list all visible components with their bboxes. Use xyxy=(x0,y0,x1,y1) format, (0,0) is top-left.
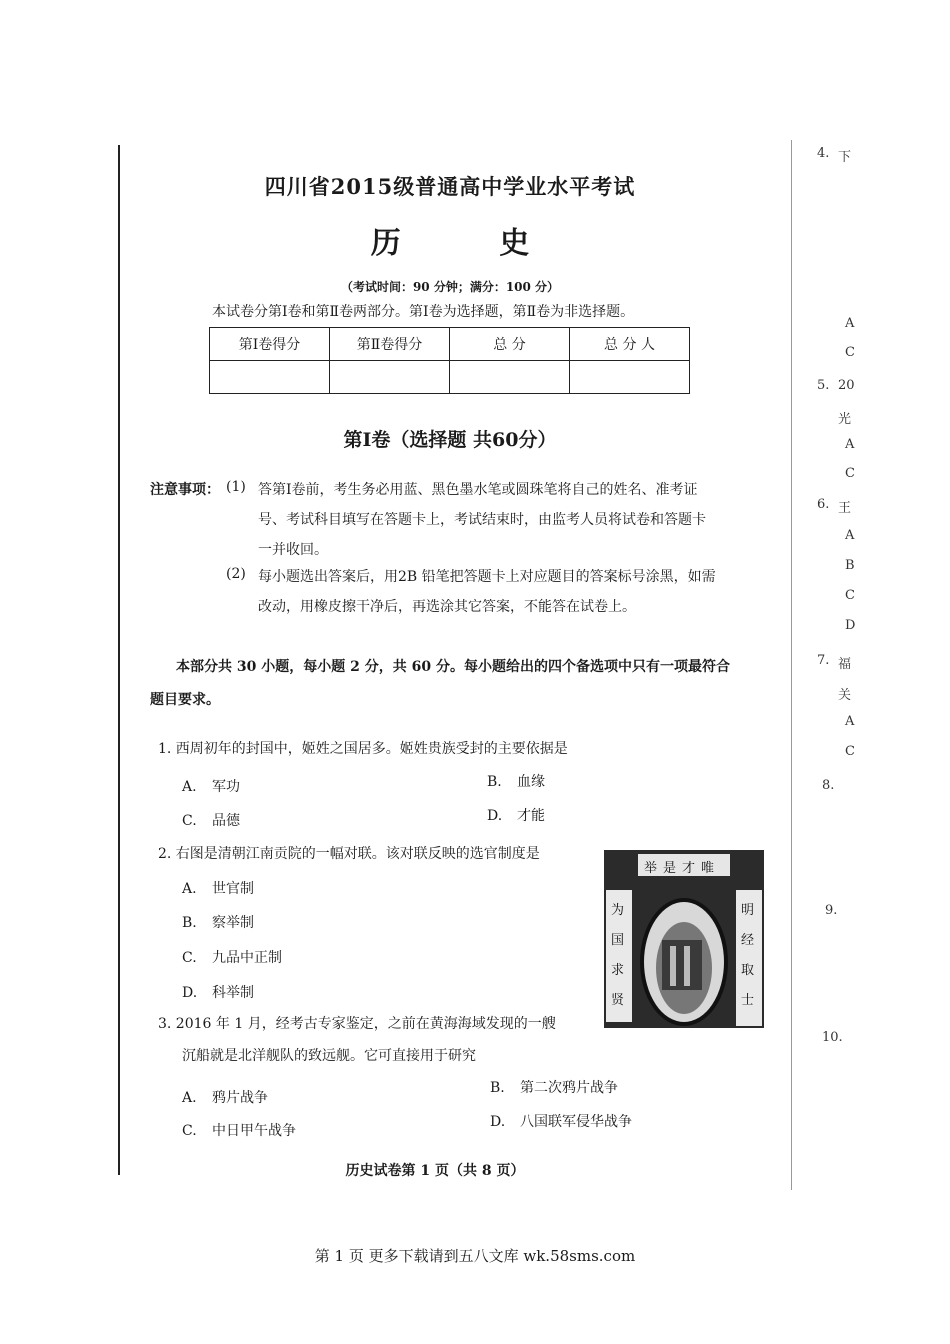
right-q4-number: 4. xyxy=(817,146,830,161)
q1-option-c[interactable]: C. 品德 xyxy=(182,813,240,829)
q3-stem-line2: 沉船就是北洋舰队的致远舰。它可直接用于研究 xyxy=(182,1048,476,1064)
instructions-line2: 题目要求。 xyxy=(150,692,220,708)
q3-stem-line1: 3. 2016 年 1 月，经考古专家鉴定，之前在黄海海域发现的一艘 xyxy=(158,1016,556,1032)
right-fragment: C xyxy=(845,588,855,603)
paper-description: 本试卷分第Ⅰ卷和第Ⅱ卷两部分。第Ⅰ卷为选择题，第Ⅱ卷为非选择题。 xyxy=(212,304,635,320)
right-fragment: C xyxy=(845,345,855,360)
score-cell-grader[interactable] xyxy=(570,361,690,394)
q3-option-c[interactable]: C. 中日甲午战争 xyxy=(182,1123,296,1139)
score-cell-2[interactable] xyxy=(330,361,450,394)
right-fragment: 关 xyxy=(838,688,852,703)
notes-label: 注意事项： xyxy=(150,482,220,498)
note2-line1: 每小题选出答案后，用2B 铅笔把答题卡上对应题目的答案标号涂黑，如需 xyxy=(258,569,716,585)
right-q6-number: 6. xyxy=(817,497,830,512)
score-header-total: 总 分 xyxy=(450,328,570,361)
note2-number: (2) xyxy=(226,566,246,582)
couplet-drawing xyxy=(604,850,764,1028)
right-fold-line xyxy=(791,140,792,1190)
q2-stem: 2. 右图是清朝江南贡院的一幅对联。该对联反映的选官制度是 xyxy=(158,846,540,862)
right-fragment: 福 xyxy=(838,657,852,672)
score-header-grader: 总 分 人 xyxy=(570,328,690,361)
subject-title: 历 史 xyxy=(370,226,574,261)
q1-option-b[interactable]: B. 血缘 xyxy=(487,774,545,790)
note1-line1: 答第Ⅰ卷前，考生务必用蓝、黑色墨水笔或圆珠笔将自己的姓名、准考证 xyxy=(258,482,698,498)
note1-line2: 号、考试科目填写在答题卡上，考试结束时，由监考人员将试卷和答题卡 xyxy=(258,512,706,528)
download-footer: 第 1 页 更多下载请到五八文库 wk.58sms.com xyxy=(314,1247,636,1265)
couplet-top-banner: 举是才唯 xyxy=(644,861,721,876)
exam-title: 四川省2015级普通高中学业水平考试 xyxy=(264,174,636,199)
right-q9-number: 9. xyxy=(825,903,838,918)
q2-option-a[interactable]: A. 世官制 xyxy=(182,881,254,897)
note1-number: (1) xyxy=(226,479,246,495)
couplet-left: 为国求贤 xyxy=(611,903,625,1008)
couplet-image xyxy=(604,850,764,1028)
right-fragment: 20 xyxy=(838,378,855,393)
score-table xyxy=(209,327,690,394)
right-fragment: A xyxy=(845,714,855,729)
right-q7-number: 7. xyxy=(817,653,830,668)
score-header-2: 第Ⅱ卷得分 xyxy=(330,328,450,361)
section-title: 第Ⅰ卷（选择题 共60分） xyxy=(343,429,557,451)
note2-line2: 改动，用橡皮擦干净后，再选涂其它答案，不能答在试卷上。 xyxy=(258,599,636,615)
right-fragment: A xyxy=(845,437,855,452)
right-fragment: C xyxy=(845,466,855,481)
right-fragment: D xyxy=(845,618,856,633)
q2-option-b[interactable]: B. 察举制 xyxy=(182,915,254,931)
score-cell-1[interactable] xyxy=(210,361,330,394)
q3-option-a[interactable]: A. 鸦片战争 xyxy=(182,1090,268,1106)
left-margin-line xyxy=(118,145,120,1175)
right-q5-number: 5. xyxy=(817,378,830,393)
right-fragment: 下 xyxy=(838,150,852,165)
page-footer: 历史试卷第 1 页（共 8 页） xyxy=(345,1163,525,1179)
right-fragment: A xyxy=(845,528,855,543)
q2-option-d[interactable]: D. 科举制 xyxy=(182,985,254,1001)
right-fragment: 光 xyxy=(838,412,852,427)
right-q8-number: 8. xyxy=(822,778,835,793)
right-q10-number: 10. xyxy=(822,1030,843,1045)
right-fragment: 王 xyxy=(838,501,852,516)
q1-stem: 1. 西周初年的封国中，姬姓之国居多。姬姓贵族受封的主要依据是 xyxy=(158,741,568,757)
q1-option-a[interactable]: A. 军功 xyxy=(182,779,240,795)
exam-meta: （考试时间：90 分钟；满分：100 分） xyxy=(340,280,560,294)
q1-option-d[interactable]: D. 才能 xyxy=(487,808,545,824)
score-cell-total[interactable] xyxy=(450,361,570,394)
q3-option-d[interactable]: D. 八国联军侵华战争 xyxy=(490,1114,632,1130)
note1-line3: 一并收回。 xyxy=(258,542,328,558)
right-fragment: A xyxy=(845,316,855,331)
right-fragment: C xyxy=(845,744,855,759)
score-header-1: 第Ⅰ卷得分 xyxy=(210,328,330,361)
right-fragment: B xyxy=(845,558,855,573)
instructions-line1: 本部分共 30 小题，每小题 2 分，共 60 分。每小题给出的四个备选项中只有一项最符合 xyxy=(176,659,730,675)
q2-option-c[interactable]: C. 九品中正制 xyxy=(182,950,282,966)
couplet-right: 明经取士 xyxy=(741,903,755,1008)
q3-option-b[interactable]: B. 第二次鸦片战争 xyxy=(490,1080,618,1096)
